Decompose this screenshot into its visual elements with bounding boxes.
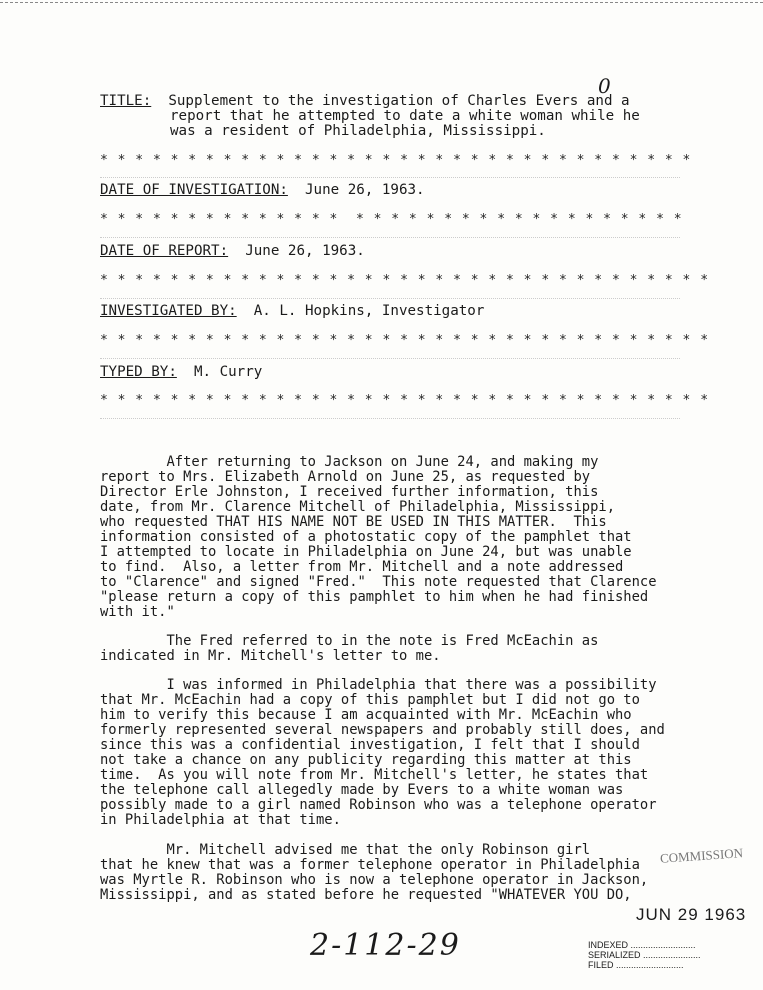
body-line: since this was a confidential investigation, I felt that I should [100, 737, 640, 753]
separator-stars-1: * * * * * * * * * * * * * * * * * * * * * * * * * * * * * * * * * * [100, 153, 692, 168]
title-text-2: report that he attempted to date a white woman while he [170, 108, 640, 124]
handwritten-mark: 0 [598, 74, 611, 98]
guide-line-3 [100, 298, 680, 299]
date-of-report-label: DATE OF REPORT: [100, 243, 229, 259]
file-number: 2-112-29 [310, 928, 461, 963]
indexed-row: INDEXED .......................... [588, 940, 696, 950]
body-line: indicated in Mr. Mitchell's letter to me. [100, 648, 441, 664]
body-line: information consisted of a photostatic copy of the pamphlet that [100, 529, 632, 545]
body-line: the telephone call allegedly made by Evers to a white woman was [100, 782, 624, 798]
body-line: him to verify this because I am acquainted with Mr. McEachin who [100, 707, 632, 723]
separator-stars-2: * * * * * * * * * * * * * * * * * * * * * * * * * * * * * * * * * [100, 212, 683, 227]
body-line: that Mr. McEachin had a copy of this pamphlet but I did not go to [100, 692, 640, 708]
serialized-label: SERIALIZED [588, 950, 641, 960]
typed-by-value: M. Curry [193, 364, 263, 380]
guide-line-4 [100, 358, 680, 359]
body-line: in Philadelphia at that time. [100, 812, 341, 828]
body-line: Mr. Mitchell advised me that the only Robinson girl [100, 842, 591, 858]
separator-stars-3: * * * * * * * * * * * * * * * * * * * * * * * * * * * * * * * * * * * [100, 273, 710, 288]
commission-stamp: COMMISSION [659, 845, 744, 866]
body-line: Mississippi, and as stated before he requested "WHATEVER YOU DO, [100, 887, 632, 903]
date-of-report-line [100, 244, 365, 259]
body-line: date, from Mr. Clarence Mitchell of Philadelphia, Mississippi, [100, 499, 615, 515]
page-top-edge [0, 2, 763, 3]
body-line: The Fred referred to in the note is Fred McEachin as [100, 633, 599, 649]
body-line: time. As you will note from Mr. Mitchell's letter, he states that [100, 767, 649, 783]
guide-line-5 [100, 418, 680, 419]
title-text-1: Supplement to the investigation of Charles Evers and a [168, 93, 630, 109]
body-line: who requested THAT HIS NAME NOT BE USED IN THIS MATTER. This [100, 514, 607, 530]
serialized-row: SERIALIZED ....................... [588, 950, 701, 960]
filing-stamp [588, 940, 701, 970]
body-line: to find. Also, a letter from Mr. Mitchell and a note addressed [100, 559, 624, 575]
body-line: After returning to Jackson on June 24, and making my [100, 454, 599, 470]
body-line: Director Erle Johnston, I received further information, this [100, 484, 599, 500]
body-line: possibly made to a girl named Robinson who was a telephone operator [100, 797, 657, 813]
guide-line-1 [100, 177, 680, 178]
title-label: TITLE: [100, 93, 152, 109]
received-date-stamp: JUN 29 1963 [636, 905, 747, 924]
date-of-investigation-line [100, 183, 425, 198]
date-of-report-value: June 26, 1963. [245, 243, 365, 259]
body-line: formerly represented several newspapers and probably still does, and [100, 722, 665, 738]
body-line: "please return a copy of this pamphlet to him when he had finished [100, 589, 649, 605]
body-line: that he knew that was a former telephone operator in Philadelphia [100, 857, 640, 873]
separator-stars-4: * * * * * * * * * * * * * * * * * * * * * * * * * * * * * * * * * * * [100, 333, 710, 348]
filed-row: FILED ........................... [588, 960, 684, 970]
date-of-investigation-value: June 26, 1963. [305, 182, 425, 198]
separator-stars-5: * * * * * * * * * * * * * * * * * * * * * * * * * * * * * * * * * * * [100, 393, 710, 408]
title-line-1 [100, 94, 630, 109]
guide-line-2 [100, 237, 680, 238]
investigated-by-label: INVESTIGATED BY: [100, 303, 237, 319]
typed-by-line [100, 365, 262, 380]
filed-label: FILED [588, 960, 614, 970]
body-line: not take a chance on any publicity regarding this matter at this [100, 752, 632, 768]
date-of-investigation-label: DATE OF INVESTIGATION: [100, 182, 288, 198]
body-line: I attempted to locate in Philadelphia on June 24, but was unable [100, 544, 632, 560]
investigated-by-value: A. L. Hopkins, Investigator [253, 303, 485, 319]
body-line: report to Mrs. Elizabeth Arnold on June 25, as requested by [100, 469, 591, 485]
investigated-by-line [100, 304, 484, 319]
body-line: to "Clarence" and signed "Fred." This note requested that Clarence [100, 574, 657, 590]
body-line: with it." [100, 604, 175, 620]
body-line: was Myrtle R. Robinson who is now a telephone operator in Jackson, [100, 872, 649, 888]
title-text-3: was a resident of Philadelphia, Mississippi. [170, 123, 546, 139]
typed-by-label: TYPED BY: [100, 364, 177, 380]
body-line: I was informed in Philadelphia that there was a possibility [100, 677, 657, 693]
indexed-label: INDEXED [588, 940, 629, 950]
